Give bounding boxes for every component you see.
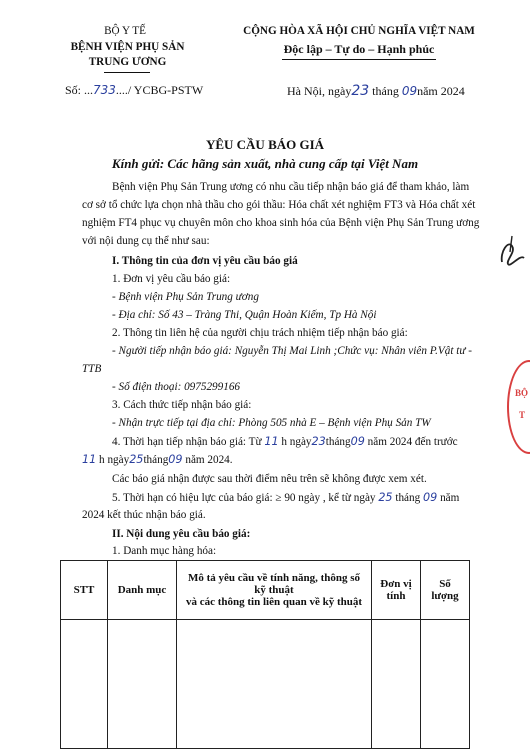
header-quantity-line2: lượng bbox=[431, 590, 459, 602]
section-1-item-1: 1. Đơn vị yêu cầu báo giá: bbox=[112, 273, 231, 285]
table-cell bbox=[61, 620, 108, 749]
intro-line-2: cơ sở tổ chức lựa chọn nhà thầu cho gói thầu: Hóa chất xét nghiệm FT3 và Hóa chất xét bbox=[82, 199, 476, 211]
table-cell bbox=[372, 620, 421, 749]
validity-label: 5. Thời hạn có hiệu lực của báo giá: ≥ 90 ngày , kể từ ngày bbox=[112, 492, 376, 504]
table-row bbox=[61, 620, 470, 749]
receiver-line-1: - Người tiếp nhận báo giá: Nguyễn Thị Mai Linh ;Chức vụ: Nhân viên P.Vật tư - bbox=[112, 345, 472, 357]
period-until-label: năm 2024 đến trước bbox=[367, 436, 458, 448]
period-to-year: năm 2024. bbox=[185, 454, 233, 466]
republic-name: CỘNG HÒA XÃ HỘI CHỦ NGHĨA VIỆT NAM bbox=[243, 25, 475, 37]
intro-line-1: Bệnh viện Phụ Sản Trung ương có nhu cầu tiếp nhận báo giá để tham khảo, làm bbox=[112, 181, 470, 193]
validity-line-2: 2024 kết thúc nhận báo giá. bbox=[82, 509, 206, 521]
header-category: Danh mục bbox=[108, 561, 177, 620]
period-from-label: 4. Thời hạn tiếp nhận báo giá: Từ bbox=[112, 436, 262, 448]
table-cell bbox=[108, 620, 177, 749]
date-prefix: Hà Nội, ngày bbox=[287, 84, 352, 98]
header-quantity bbox=[421, 561, 470, 620]
submission-period-line-1 bbox=[112, 435, 458, 448]
section-2-item-1: 1. Danh mục hàng hóa: bbox=[112, 545, 217, 557]
validity-month: 09 bbox=[423, 491, 438, 504]
validity-day: 25 bbox=[378, 491, 393, 504]
national-motto: Độc lập – Tự do – Hạnh phúc bbox=[283, 42, 435, 56]
unit-address: - Địa chỉ: Số 43 – Tràng Thi, Quận Hoàn Kiếm, Tp Hà Nội bbox=[112, 309, 377, 321]
goods-table bbox=[60, 560, 470, 749]
header-unit-line1: Đơn vị bbox=[380, 578, 412, 590]
validity-year-label: năm bbox=[440, 492, 460, 504]
period-to-month: 09 bbox=[168, 453, 183, 466]
header-description-line2: và các thông tin liên quan về kỹ thuật bbox=[185, 596, 363, 608]
section-1-heading: I. Thông tin của đơn vị yêu cầu báo giá bbox=[112, 255, 298, 267]
intro-line-3: nghiệm FT4 phục vụ chuyên môn cho khoa sinh hóa của Bệnh viện Phụ Sản Trung ương bbox=[82, 217, 480, 229]
requesting-unit: - Bệnh viện Phụ Sản Trung ương bbox=[112, 291, 259, 303]
document-title: YÊU CẦU BÁO GIÁ bbox=[205, 137, 325, 152]
section-1-item-2: 2. Thông tin liên hệ của người chịu trách nhiệm tiếp nhận báo giá: bbox=[112, 327, 408, 339]
header-stt: STT bbox=[61, 561, 108, 620]
validity-month-label: tháng bbox=[395, 492, 421, 504]
header-description-line1: Mô tả yêu cầu về tính năng, thông số kỹ thuật bbox=[187, 572, 361, 596]
direct-delivery-address: - Nhận trực tiếp tại địa chỉ: Phòng 505 nhà E – Bệnh viện Phụ Sản TW bbox=[112, 417, 431, 429]
date-year: năm 2024 bbox=[417, 84, 465, 98]
doc-no-handwritten: 733 bbox=[93, 83, 116, 97]
late-submission-note: Các báo giá nhận được sau thời điểm nêu trên sẽ không được xem xét. bbox=[112, 473, 427, 485]
date-month-label: tháng bbox=[369, 84, 402, 98]
period-from-month-label: tháng bbox=[325, 436, 351, 448]
document-number bbox=[65, 83, 203, 98]
table-cell bbox=[177, 620, 372, 749]
header-right-rule bbox=[282, 59, 436, 60]
period-to-hour: 11 bbox=[82, 453, 97, 466]
doc-no-prefix: Số: ... bbox=[65, 83, 94, 97]
header-quantity-line1: Số bbox=[439, 578, 451, 590]
period-from-month: 09 bbox=[350, 435, 365, 448]
date-month-handwritten: 09 bbox=[401, 84, 418, 98]
period-from-day: 23 bbox=[311, 435, 326, 448]
phone-number: - Số điện thoại: 0975299166 bbox=[112, 381, 241, 393]
submission-period-line-2 bbox=[82, 453, 233, 466]
stamp-text-1: BỘ bbox=[515, 388, 529, 398]
section-1-item-3: 3. Cách thức tiếp nhận báo giá: bbox=[112, 399, 252, 411]
period-from-hour: 11 bbox=[264, 435, 279, 448]
receiver-line-2: TTB bbox=[82, 363, 102, 375]
period-from-day-label: h ngày bbox=[281, 436, 312, 448]
table-cell bbox=[421, 620, 470, 749]
hospital-name-line1: BỆNH VIỆN PHỤ SẢN bbox=[70, 41, 185, 53]
header-unit-line2: tính bbox=[386, 590, 406, 602]
period-to-month-label: tháng bbox=[143, 454, 169, 466]
header-unit bbox=[372, 561, 421, 620]
period-to-day-label: h ngày bbox=[99, 454, 130, 466]
header-description bbox=[177, 561, 372, 620]
ministry-name: BỘ Y TẾ bbox=[104, 25, 146, 37]
official-stamp bbox=[507, 360, 530, 454]
issue-date bbox=[287, 83, 465, 99]
date-day-handwritten: 23 bbox=[351, 83, 370, 99]
header-left-rule bbox=[104, 72, 150, 73]
margin-initials-mark bbox=[494, 232, 530, 272]
period-to-day: 25 bbox=[129, 453, 144, 466]
intro-line-4: với nội dung cụ thể như sau: bbox=[82, 235, 210, 247]
doc-no-suffix: ..../ YCBG-PSTW bbox=[115, 83, 204, 97]
section-2-heading: II. Nội dung yêu cầu báo giá: bbox=[112, 528, 251, 540]
hospital-name-line2: TRUNG ƯƠNG bbox=[88, 56, 167, 68]
recipient-line: Kính gửi: Các hãng sản xuất, nhà cung cấp tại Việt Nam bbox=[111, 156, 419, 171]
stamp-text-2: T bbox=[519, 410, 526, 420]
validity-line-1 bbox=[112, 491, 459, 504]
table-header-row bbox=[61, 561, 470, 620]
